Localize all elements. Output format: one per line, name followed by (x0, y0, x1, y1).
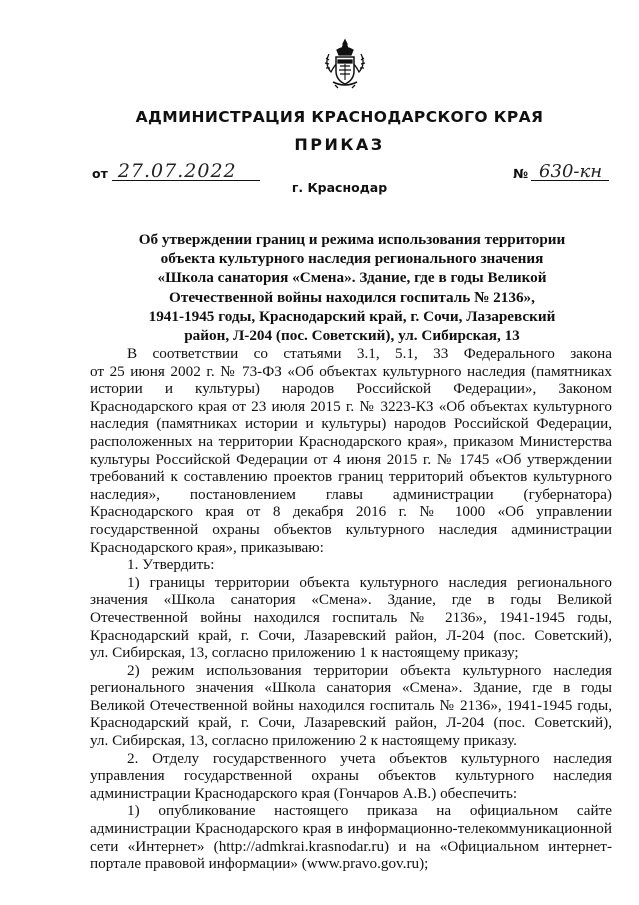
body-line: культуры Российской Федерации от 4 июня 2015 г. № 1745 «Об утверждении (90, 450, 612, 468)
body-line: 2) режим использования территории объекта культурного наследия (127, 661, 612, 679)
title-line: Отечественной войны находился госпиталь № 2136», (169, 288, 535, 306)
body-line: 1) опубликование настоящего приказа на официальном сайте (127, 802, 612, 820)
body-line: Краснодарского края», приказываю: (90, 538, 324, 556)
body-line: администрации Краснодарского края (Гончаров А.В.) обеспечить: (90, 784, 518, 802)
body-line: 1) границы территории объекта культурного наследия регионального (127, 573, 612, 591)
number-underline (531, 161, 609, 182)
body-line: значения «Школа санатория «Смена». Здание, где в годы Великой (90, 591, 612, 609)
organization-heading: АДМИНИСТРАЦИЯ КРАСНОДАРСКОГО КРАЯ (135, 108, 544, 126)
date-underline (112, 160, 260, 182)
body-line: расположенных на территории Краснодарского края», приказом Министерства (90, 432, 612, 450)
coat-of-arms-icon (323, 38, 367, 90)
document-type-heading: ПРИКАЗ (294, 135, 385, 154)
body-line: Краснодарского края от 23 июля 2015 г. № 3223-КЗ «Об объектах культурного (90, 397, 612, 415)
body-line: Краснодарский край, г. Сочи, Лазаревский район, Л-204 (пос. Советский), (90, 714, 612, 732)
body-line: 1. Утвердить: (127, 556, 215, 574)
order-body (90, 345, 612, 873)
date-prefix: от (92, 166, 108, 181)
number-prefix: № (513, 166, 529, 181)
body-line: наследия», постановлением главы администрации (губернатора) (90, 485, 612, 503)
body-line: 2. Отделу государственного учета объектов культурного наследия (127, 749, 612, 767)
title-line: Об утверждении границ и режима использования территории (138, 231, 566, 248)
body-line: регионального значения «Школа санатория «Смена». Здание, где в годы (90, 679, 612, 697)
body-line: портале правовой информации» (www.pravo.gov.ru); (90, 855, 429, 873)
body-line: сети «Интернет» (http://admkrai.krasnodar.ru) и на «Официальном интернет- (90, 837, 612, 855)
title-line: объекта культурного наследия регионального значения (160, 250, 544, 268)
body-line: ул. Сибирская, 13, согласно приложению 2 к настоящему приказу. (90, 732, 517, 750)
body-line: управления государственной охраны объектов культурного наследия (90, 767, 612, 785)
date-row (92, 160, 260, 182)
body-line: требований к составлению проектов границ территорий объектов культурного (90, 468, 612, 486)
order-title (118, 230, 586, 345)
body-line: истории и культуры) народов Российской Федерации», Законом (90, 380, 612, 398)
title-line: район, Л-204 (пос. Советский), ул. Сибирская, 13 (184, 327, 520, 345)
body-line: администрации Краснодарского края в информационно-телекоммуникационной (90, 820, 612, 838)
body-line: от 25 июня 2002 г. № 73-ФЗ «Об объектах культурного наследия (памятниках (90, 362, 612, 380)
city-label: г. Краснодар (291, 180, 388, 195)
body-line: наследия (памятниках истории и культуры) народов Российской Федерации, (90, 415, 612, 433)
handwritten-date: 27.07.2022 (117, 160, 237, 182)
title-line: 1941-1945 годы, Краснодарский край, г. Сочи, Лазаревский (148, 307, 556, 325)
body-line: Краснодарский край, г. Сочи, Лазаревский район, Л-204 (пос. Советский), (90, 626, 612, 644)
handwritten-number: 630-кн (539, 161, 603, 182)
body-line: государственной охраны объектов культурного наследия администрации (90, 520, 612, 538)
body-line: В соответствии со статьями 3.1, 5.1, 33 Федерального закона (127, 345, 612, 362)
body-line: Отечественной войны находился госпиталь № 2136», 1941-1945 годы, (90, 608, 612, 626)
number-row (513, 161, 609, 182)
body-line: Краснодарского края от 8 декабря 2016 г. № 1000 «Об управлении (90, 503, 612, 521)
body-line: Великой Отечественной войны находился госпиталь № 2136», 1941-1945 годы, (90, 696, 612, 714)
title-line: «Школа санатория «Смена». Здание, где в годы Великой (157, 269, 547, 287)
body-line: ул. Сибирская, 13, согласно приложению 1 к настоящему приказу; (90, 644, 519, 662)
